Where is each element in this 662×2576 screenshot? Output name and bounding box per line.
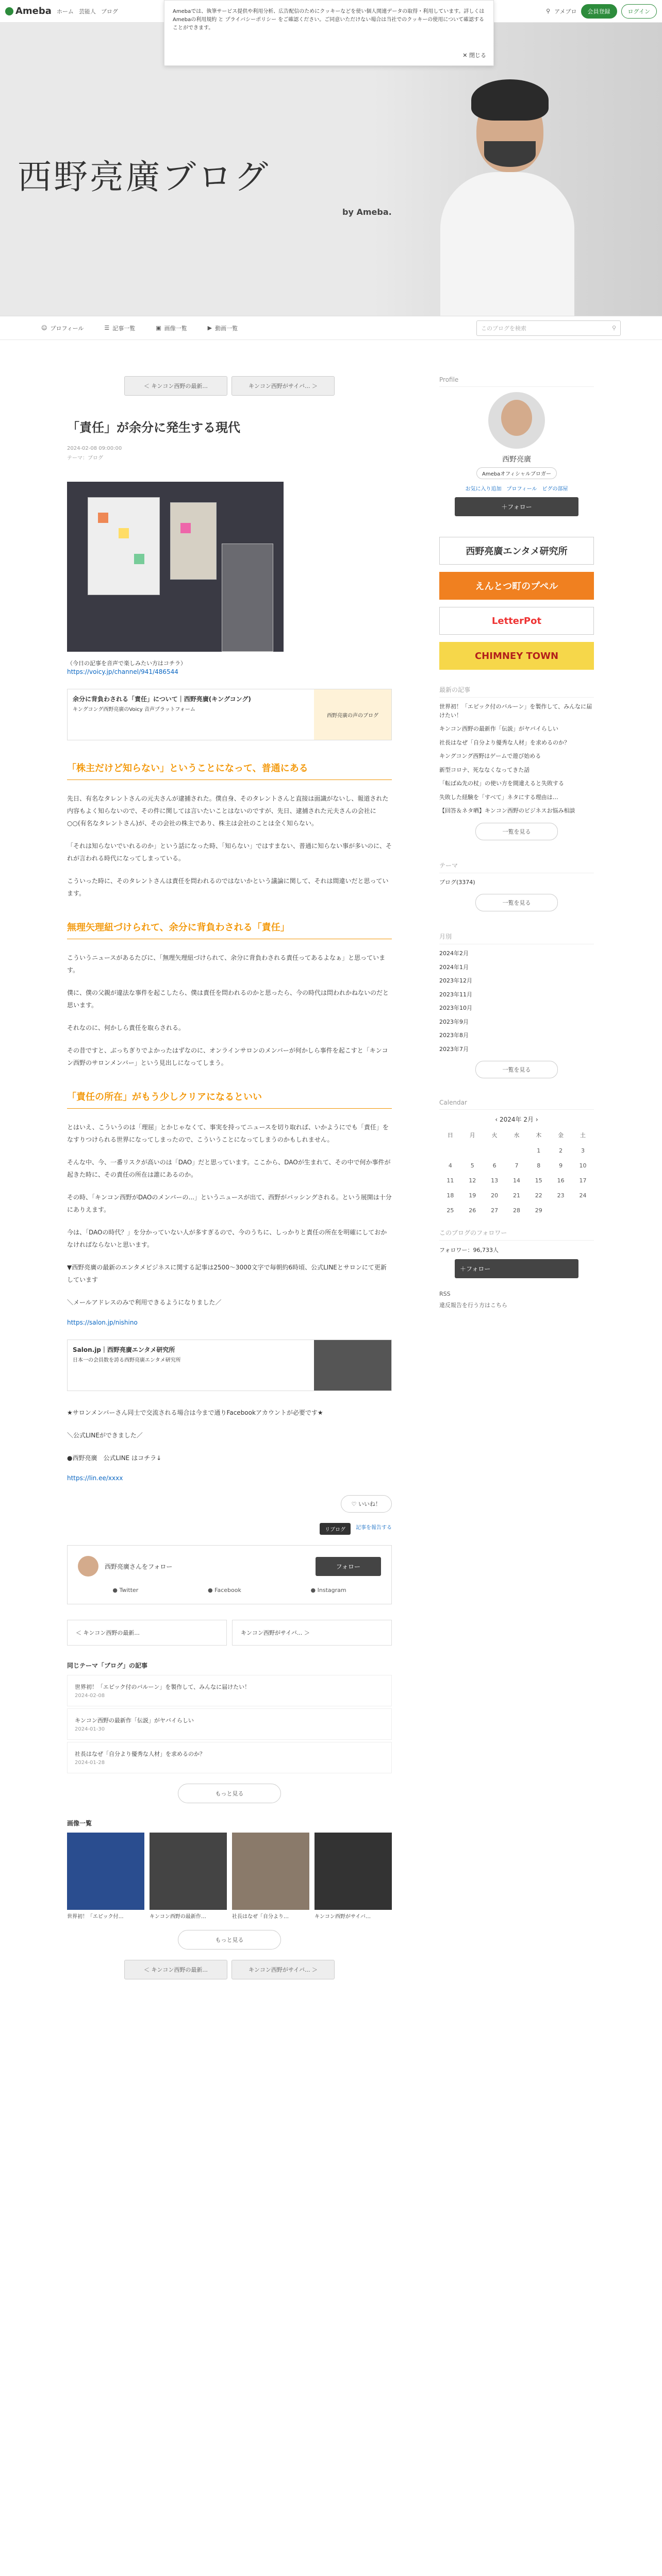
profile-box [439, 392, 594, 516]
calendar-day[interactable]: 17 [579, 1177, 587, 1184]
follow-button[interactable]: フォロー [316, 1557, 381, 1576]
banner-salon[interactable]: 西野亮廣エンタメ研究所 [439, 537, 594, 565]
profile-links[interactable]: お気に入り追加 プロフィール ピグの部屋 [465, 486, 568, 492]
salon-card-title: Salon.jp｜西野亮廣エンタメ研究所 [73, 1346, 175, 1353]
calendar-day[interactable]: 7 [515, 1162, 519, 1169]
paragraph: その時、「キンコン西野がDAOのメンバーの...」というニュースが出て、西野がバッシングされる。という展開は十分にありえます。 [67, 1194, 392, 1213]
prev-entry-button[interactable]: ＜ キンコン西野の最新... [124, 376, 227, 396]
calendar-day [439, 1143, 461, 1158]
calendar-day[interactable]: 16 [557, 1177, 565, 1184]
next-entry-button[interactable]: キンコン西野がサイバ... ＞ [231, 376, 335, 396]
paragraph: こういった時に、そのタレントさんは責任を問われるのではないかという議論に関して、それは間違いだと思っています。 [67, 877, 389, 897]
image-thumbs [67, 1833, 392, 1920]
calendar-day[interactable]: 5 [470, 1162, 474, 1169]
blog-search-input[interactable]: このブログを検索 ⚲ [476, 320, 621, 336]
cookie-close-button[interactable]: ✕ 閉じる [462, 52, 486, 59]
prev-entry-button[interactable]: ＜ キンコン西野の最新... [124, 1960, 227, 1979]
calendar-day [572, 1203, 594, 1218]
calendar-day[interactable]: 11 [446, 1177, 454, 1184]
calendar-weekday: 火 [491, 1132, 498, 1139]
calendar-day[interactable]: 24 [579, 1192, 587, 1199]
calendar-day [461, 1143, 484, 1158]
like-area [67, 1495, 392, 1513]
calendar-day[interactable]: 12 [469, 1177, 476, 1184]
calendar [439, 1127, 594, 1218]
thumb-item[interactable]: 社長はなぜ「自分より… [232, 1833, 309, 1920]
facebook-share[interactable]: ● Facebook [208, 1587, 241, 1594]
blog-by-ameba: by Ameba. [342, 207, 392, 217]
cookie-notice [164, 0, 494, 66]
calendar-day [484, 1143, 506, 1158]
list-item[interactable]: 2024年2月 [439, 950, 469, 957]
list-item[interactable]: キンコン西野の最新作「伝説」がヤバイらしい [439, 725, 558, 732]
calendar-day[interactable]: 8 [537, 1162, 541, 1169]
voicy-card-sub: キングコング西野亮廣のVoicy 音声プラットフォーム [73, 707, 195, 713]
video-icon: ▶ [207, 325, 212, 331]
sidebar [439, 376, 594, 1311]
login-button[interactable]: ログイン [621, 4, 657, 19]
related-prev[interactable]: ＜ キンコン西野の最新... [67, 1620, 227, 1646]
voicy-card[interactable] [67, 689, 392, 740]
ameba-logo[interactable]: Ameba [5, 6, 52, 16]
list-item[interactable]: 世界初！「エピック付のバルーン」を製作して、みんなに届けたい！ 2024-02-08 [67, 1675, 392, 1706]
entry-pager-top [67, 376, 392, 396]
instagram-icon: ● [310, 1587, 318, 1594]
related-next[interactable]: キンコン西野がサイバ... ＞ [232, 1620, 392, 1646]
blognav-profile[interactable]: ☺ プロフィール [41, 325, 84, 332]
section-heading-2: 無理矢理紐づけられて、余分に背負わされる「責任」 [67, 920, 392, 939]
images-more-button[interactable]: もっと見る [178, 1930, 281, 1950]
search-icon[interactable]: ⚲ [546, 8, 551, 14]
paragraph: 先日、有名なタレントさんの元夫さんが逮捕された。僕自身、そのタレントさんと直接は面識がないし、報道された内容もよく知らないので、その件に関しては言いたいことはないのですが、先日、逮捕された元夫さんの会社に○○(有名なタレントさん)が、その会社の株主であり、株主は会社のことは全く知らない。 [67, 795, 389, 827]
report-link[interactable]: 違反報告を行う方はこちら [439, 1302, 507, 1309]
calendar-weekday: 水 [514, 1132, 520, 1139]
salon-info: ▼西野亮廣の最新のエンタメビジネスに関する記事は2500〜3000文字で毎朝約6時頃、公式LINEとサロンにて更新しています [67, 1264, 387, 1283]
entry-pager-bottom [67, 1960, 392, 1979]
calendar-day[interactable]: 25 [446, 1207, 454, 1214]
sidebar-follow-button[interactable]: ＋フォロー [455, 497, 578, 516]
list-item[interactable]: 2023年12月 [439, 977, 472, 984]
mail-info: ＼メールアドレスのみで利用できるようになりました／ [67, 1299, 222, 1306]
line-heading: ＼公式LINEができました／ [67, 1432, 143, 1439]
thumb-item[interactable]: 世界初！「エピック付… [67, 1833, 144, 1920]
voicy-link[interactable]: https://voicy.jp/channel/941/486544 [67, 668, 178, 675]
calendar-day[interactable]: 13 [491, 1177, 499, 1184]
list-item[interactable]: 2024年1月 [439, 963, 469, 971]
twitter-icon: ● [112, 1587, 120, 1594]
follower-count: フォロワー：96,733人 [439, 1247, 499, 1253]
paragraph: こういうニュースがあるたびに、「無理矢理紐づけられて、余分に背負わされる責任ってあるよなぁ」と思っています。 [67, 954, 386, 974]
calendar-day[interactable]: 3 [581, 1147, 585, 1154]
author-name: 西野亮廣さんをフォロー [105, 1563, 173, 1570]
list-item[interactable]: 2023年8月 [439, 1032, 469, 1039]
nav-home[interactable]: ホーム [56, 8, 74, 15]
main-content [67, 376, 392, 2001]
paragraph: 今は、「DAOの時代？」を分かっていない人が多すぎるので、今のうちに、しっかりと責任の所在を明確にしておかなければならないと思います。 [67, 1229, 387, 1248]
author-follow-box [67, 1545, 392, 1604]
person-icon: ☺ [41, 325, 47, 331]
entry-caption: （今日の記事を音声で楽しみたい方はコチラ） [67, 660, 186, 667]
salon-card[interactable] [67, 1340, 392, 1391]
blognav-entries[interactable]: ☰ 記事一覧 [104, 325, 136, 332]
list-item[interactable]: 【回答＆ネタ晒】キンコン西野のビジネスお悩み相談 [439, 807, 575, 814]
calendar-day[interactable]: 20 [491, 1192, 499, 1199]
ameblo-link[interactable]: アメブロ [554, 8, 577, 15]
theme-heading: テーマ [439, 861, 594, 873]
calendar-day [506, 1143, 528, 1158]
calendar-day[interactable]: 15 [535, 1177, 542, 1184]
list-item[interactable]: 新型コロナ、死ななくなってきた話 [439, 766, 530, 773]
calendar-day[interactable]: 6 [492, 1162, 496, 1169]
list-item[interactable]: キンコン西野の最新作「伝説」がヤバイらしい 2024-01-30 [67, 1708, 392, 1740]
list-item[interactable]: 2023年10月 [439, 1005, 472, 1011]
thumb-item[interactable]: キンコン西野がサイバ… [315, 1833, 392, 1920]
section-heading-1: 「株主だけど知らない」ということになって、普通にある [67, 761, 392, 780]
calendar-day[interactable]: 26 [469, 1207, 476, 1214]
header-photo [373, 23, 662, 316]
blog-header [0, 23, 662, 316]
list-item[interactable]: 「転ばぬ先の杖」の使い方を間違えると失敗する [439, 780, 564, 787]
entry-image[interactable] [67, 482, 284, 652]
same-theme-title: 同じテーマ「ブログ」の記事 [67, 1662, 148, 1669]
images-title: 画像一覧 [67, 1820, 92, 1827]
banner-chimneytown[interactable]: CHIMNEY TOWN [439, 642, 594, 670]
profile-heading: Profile [439, 376, 594, 387]
calendar-title: ‹ 2024年 2月 › [495, 1116, 538, 1123]
calendar-day[interactable]: 19 [469, 1192, 476, 1199]
thumb-item[interactable]: キンコン西野の最新作… [150, 1833, 227, 1920]
calendar-weekday: 日 [447, 1132, 453, 1139]
line-link[interactable]: https://lin.ee/xxxx [67, 1475, 123, 1482]
header-person-illustration [440, 69, 574, 316]
calendar-day[interactable]: 23 [557, 1192, 565, 1199]
calendar-day[interactable]: 4 [448, 1162, 452, 1169]
instagram-share[interactable]: ● Instagram [310, 1587, 346, 1594]
theme-item[interactable]: ブログ(3374) [439, 878, 475, 886]
month-more-button[interactable]: 一覧を見る [475, 1061, 558, 1078]
next-entry-button[interactable]: キンコン西野がサイバ... ＞ [231, 1960, 335, 1979]
voicy-card-image: 西野亮廣の声のブログ [314, 689, 391, 740]
calendar-weekday: 金 [558, 1132, 564, 1139]
list-item[interactable]: 社長はなぜ「自分より優秀な人材」を求めるのか？ [439, 739, 570, 746]
official-badge: Amebaオフィシャルブロガー [476, 467, 557, 479]
blognav-images[interactable]: ▣ 画像一覧 [156, 325, 187, 332]
calendar-day[interactable]: 29 [535, 1207, 542, 1214]
like-button[interactable]: ♡ いいね！ [341, 1495, 392, 1513]
paragraph: その昔ですと、ぶっちぎりでよかったはずなのに、オンラインサロンのメンバーが何かしら事件を起こすと「キンコン西野のサロンメンバー」という見出しになってしまう。 [67, 1047, 388, 1066]
avatar[interactable] [488, 392, 545, 449]
month-heading: 月別 [439, 932, 594, 944]
calendar-day[interactable]: 18 [446, 1192, 454, 1199]
calendar-day[interactable]: 27 [491, 1207, 499, 1214]
blognav-videos[interactable]: ▶ 動画一覧 [207, 325, 238, 332]
list-item[interactable]: 社長はなぜ「自分より優秀な人材」を求めるのか？ 2024-01-28 [67, 1742, 392, 1773]
list-item[interactable]: 2023年11月 [439, 991, 472, 998]
blog-nav [0, 316, 662, 340]
calendar-prev-icon[interactable]: ‹ [495, 1116, 500, 1123]
calendar-day[interactable]: 28 [512, 1207, 520, 1214]
reblog-area [67, 1523, 392, 1535]
recent-heading: 最新の記事 [439, 685, 594, 698]
list-item[interactable]: 2023年7月 [439, 1045, 469, 1053]
image-icon: ▣ [156, 325, 161, 331]
banner-poupelle[interactable]: えんとつ町のプペル [439, 572, 594, 600]
calendar-day[interactable]: 2 [559, 1147, 563, 1154]
sidebar-follow-button-2[interactable]: ＋フォロー [455, 1259, 578, 1278]
calendar-day[interactable]: 1 [537, 1147, 541, 1154]
calendar-weekday: 木 [536, 1132, 542, 1139]
nav-blog[interactable]: ブログ [101, 8, 118, 15]
calendar-day[interactable]: 9 [559, 1162, 563, 1169]
list-item[interactable]: 失敗した経験を「すべて」ネタにする理由は… [439, 793, 558, 801]
paragraph: 僕に、僕の父親が違法な事件を起こしたら、僕は責任を問われるのかと思ったら、今の時代は問われかねないのだと思います。 [67, 989, 389, 1009]
salon-card-sub: 日本一の会員数を誇る西野亮廣エンタメ研究所 [73, 1358, 181, 1363]
register-button[interactable]: 会員登録 [581, 4, 617, 19]
calendar-next-icon[interactable]: › [534, 1116, 538, 1123]
related-pager [67, 1620, 392, 1646]
calendar-day[interactable]: 10 [579, 1162, 587, 1169]
report-link[interactable]: 記事を報告する [356, 1525, 392, 1531]
facebook-note: ★サロンメンバーさん同士で交流される場合は今まで通りFacebookアカウントが必要です★ [67, 1409, 323, 1416]
rss-link[interactable]: RSS [439, 1291, 451, 1297]
blog-title[interactable]: 西野亮廣ブログ [18, 157, 270, 197]
paragraph: 「それは知らないでいれるのか」という話になった時、「知らない」ではすまない、普通に知らない事が多いのに、それが言われる時代になってしまっている。 [67, 842, 392, 862]
twitter-share[interactable]: ● Twitter [112, 1587, 139, 1594]
recent-more-button[interactable]: 一覧を見る [475, 823, 558, 840]
calendar-day[interactable]: 14 [512, 1177, 520, 1184]
recent-list [439, 703, 594, 816]
cookie-notice-text: Amebaでは、執筆サービス提供や利用分析、広告配信のためにクッキーなどを使い個人関連データの取得・利用しています。詳しくは Amebaの利用規約 と プライバシーポリシー をご確認ください。ご同意いただけない場合は当社でのクッキーの使用について確認することができます。 [173, 9, 485, 31]
section-heading-3: 「責任の所在」がもう少しクリアになるといい [67, 1090, 392, 1109]
followers-heading: このブログのフォロワー [439, 1228, 594, 1241]
paragraph: そんな中、今、一番リスクが高いのは「DAO」だと思っています。ここから、DAOが生まれて、その中で何か事件が起きた時に、その責任の所在は誰にあるのか。 [67, 1159, 391, 1178]
calendar-day[interactable]: 21 [512, 1192, 520, 1199]
avatar[interactable] [78, 1556, 98, 1577]
calendar-weekday: 月 [469, 1132, 475, 1139]
facebook-icon: ● [208, 1587, 215, 1594]
banner-letterpot[interactable]: LetterPot [439, 607, 594, 635]
entry-title[interactable]: 「責任」が余分に発生する現代 [67, 420, 240, 435]
ameba-logo-icon [5, 7, 13, 15]
month-list [439, 950, 594, 1054]
list-item[interactable]: 2023年9月 [439, 1018, 469, 1025]
paragraph: とはいえ、こういうのは「理屈」とかじゃなくて、事実を持ってニュースを切り取れば、いかようにでも「責任」をなすりつけられる世界になってしまったので、こういうことになってしまうのかもしれません。 [67, 1124, 389, 1143]
list-item[interactable]: キングコング西野はゲームで遊び始める [439, 753, 541, 759]
salon-card-image [314, 1340, 391, 1391]
calendar-day[interactable]: 22 [535, 1192, 542, 1199]
list-item[interactable]: 世界初！「エピック付のバルーン」を製作して、みんなに届けたい！ [439, 703, 592, 719]
line-sub: ●西野亮廣 公式LINE はコチラ↓ [67, 1454, 162, 1462]
calendar-day [550, 1203, 572, 1218]
entry-date: 2024-02-08 09:00:00 [67, 446, 122, 451]
calendar-weekday: 土 [580, 1132, 586, 1139]
search-icon[interactable]: ⚲ [611, 325, 616, 331]
calendar-heading: Calendar [439, 1099, 594, 1110]
entry-theme[interactable]: テーマ：ブログ [67, 455, 103, 461]
profile-name[interactable]: 西野亮廣 [502, 455, 531, 464]
same-theme-more-button[interactable]: もっと見る [178, 1784, 281, 1803]
reblog-button[interactable]: リブログ [320, 1523, 351, 1535]
list-icon: ☰ [104, 325, 110, 331]
theme-more-button[interactable]: 一覧を見る [475, 894, 558, 911]
paragraph: それなのに、何かしら責任を取らされる。 [67, 1024, 185, 1031]
nav-celebrity[interactable]: 芸能人 [78, 8, 96, 15]
voicy-card-title: 余分に背負わされる「責任」について｜西野亮廣(キングコング) [73, 696, 251, 703]
salon-link[interactable]: https://salon.jp/nishino [67, 1319, 138, 1326]
